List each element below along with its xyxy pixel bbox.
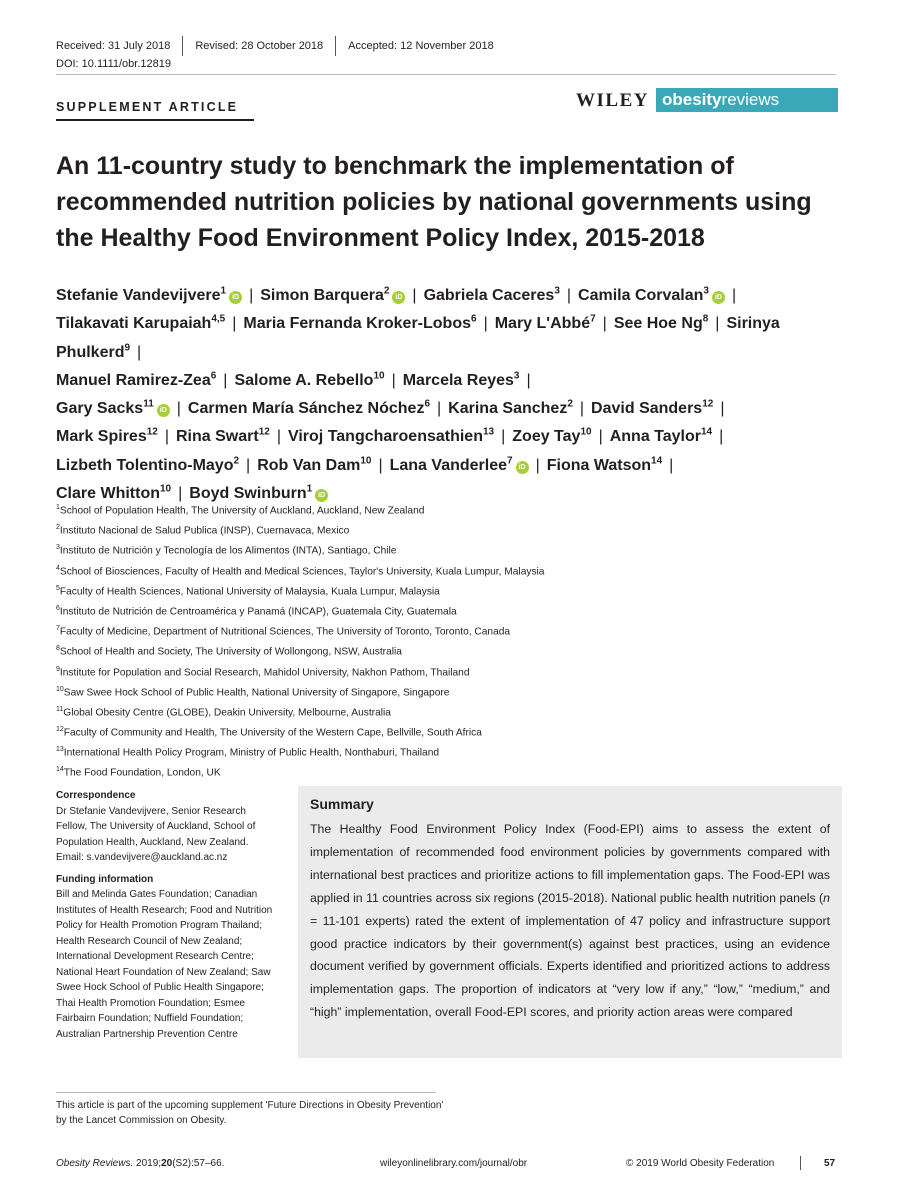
author-separator: |: [719, 428, 724, 446]
affiliation-text: Faculty of Community and Health, The University of the Western Cape, Bellville, South Africa: [63, 727, 482, 739]
author-line: [56, 367, 846, 395]
author-name: Gabriela Caceres: [423, 287, 555, 304]
affiliation-number: 9: [56, 665, 60, 673]
author-separator: |: [602, 315, 607, 333]
affiliation-text: The Food Foundation, London, UK: [63, 767, 221, 779]
affiliation-ref: 4,5: [211, 313, 226, 325]
affiliation-number: 10: [56, 685, 64, 693]
orcid-icon[interactable]: iD: [392, 291, 405, 304]
author-separator: |: [176, 400, 181, 418]
author-name: Lana Vanderlee: [389, 456, 507, 474]
affiliation-text: School of Biosciences, Faculty of Health and Medical Sciences, Taylor's University, Kuala Lumpur, Malaysia: [59, 565, 545, 577]
received-date: Received: 31 July 2018: [56, 40, 171, 52]
author-separator: |: [378, 456, 383, 474]
author-name: Tilakavati Karupaiah: [56, 315, 212, 333]
author-separator: |: [391, 371, 396, 389]
author-name: Sirinya Phulkerd: [56, 315, 780, 361]
author: [614, 315, 708, 332]
affiliation-ref: 2: [233, 455, 240, 467]
journal-logo-bold: obesity: [662, 90, 722, 109]
affiliation: [56, 500, 836, 520]
journal-name: Obesity Reviews.: [56, 1158, 134, 1169]
orcid-icon[interactable]: iD: [712, 291, 725, 304]
correspondence-text: Dr Stefanie Vandevijvere, Senior Research Fellow, The University of Auckland, School of Population Health, Auckland, New Zealand. Email: s.vandevijvere@auckland.ac.nz: [56, 805, 256, 863]
author-separator: |: [731, 287, 737, 304]
summary-box: [298, 786, 842, 1058]
author: [56, 400, 170, 417]
author: [243, 315, 476, 332]
author-name: Salome A. Rebello: [234, 371, 374, 389]
author-name: David Sanders: [591, 400, 703, 418]
author-name: Lizbeth Tolentino-Mayo: [56, 456, 234, 474]
affiliation-ref: 2: [567, 398, 573, 410]
author-name: Anna Taylor: [609, 428, 701, 446]
affiliation: [56, 641, 836, 661]
affiliation: [56, 662, 836, 682]
accepted-date: Accepted: 12 November 2018: [348, 40, 494, 52]
author: [591, 400, 713, 417]
affiliation-ref: 3: [703, 285, 709, 297]
affiliation-text: Instituto de Nutrición y Tecnología de los Alimentos (INTA), Santiago, Chile: [59, 545, 397, 557]
author-name: Karina Sanchez: [448, 400, 568, 418]
summary-text-part1: The Healthy Food Environment Policy Index (Food-EPI) aims to assess the extent of implementation of recommended food environment policies by governments compared with international best practices and prioritize actions to fill implementation gaps. The Food-EPI was applied in 11 countries across six regions (2015-2018). National public health nutrition panels (: [310, 822, 830, 905]
author: [403, 372, 520, 389]
funding-text: Bill and Melinda Gates Foundation; Canadian Institutes of Health Research; Food and Nutrition Policy for Health Promotion Program Thailand; Health Research Council of New Zealand; International Development Research Centre; National Heart Foundation of New Zealand; Saw Swee Hock School of Public Health Singapore; Thai Health Promotion Foundation; Esmee Fairbairn Foundation; Nuffield Foundation; Australian Partnership Prevention Centre: [56, 889, 273, 1040]
affiliation-number: 4: [56, 564, 60, 572]
affiliation-ref: 14: [651, 455, 663, 467]
affiliation-text: Institute for Population and Social Research, Mahidol University, Nakhon Pathom, Thailand: [59, 666, 470, 678]
author-name: Manuel Ramirez-Zea: [56, 371, 211, 389]
affiliation-ref: 6: [210, 370, 217, 382]
author-separator: |: [249, 287, 254, 304]
author-separator: |: [566, 287, 572, 304]
author-name: Maria Fernanda Kroker-Lobos: [243, 315, 471, 333]
affiliation: [56, 581, 836, 601]
affiliation-ref: 9: [124, 342, 131, 354]
citation-pages: (S2):57–66.: [172, 1158, 225, 1169]
author: [390, 457, 529, 474]
author: [610, 428, 712, 445]
author-name: Fiona Watson: [546, 456, 652, 474]
affiliation: [56, 742, 836, 762]
author: [257, 457, 371, 474]
footnote: This article is part of the upcoming supplement 'Future Directions in Obesity Prevention' by the Lancet Commission on Obesity.: [56, 1100, 444, 1126]
author-name: Viroj Tangcharoensathien: [287, 428, 483, 446]
author-separator: |: [164, 428, 169, 446]
affiliation: [56, 722, 836, 742]
funding-heading: Funding information: [56, 873, 154, 885]
affiliation-ref: 2: [383, 285, 390, 297]
author-name: Camila Corvalan: [578, 287, 704, 304]
affiliation-ref: 10: [373, 370, 385, 382]
affiliation-ref: 1: [306, 483, 313, 495]
author-line: [56, 452, 846, 480]
affiliation-ref: 3: [554, 285, 560, 297]
affiliation-ref: 3: [513, 370, 520, 382]
journal-logo-rest: reviews: [721, 90, 780, 109]
affiliation-ref: 12: [702, 398, 714, 410]
revised-date: Revised: 28 October 2018: [195, 40, 324, 52]
citation-year: 2019;: [133, 1158, 162, 1169]
affiliation: [56, 762, 836, 782]
author: [260, 287, 405, 304]
author-name: Mark Spires: [56, 428, 147, 446]
summary-text: [310, 818, 830, 1024]
divider: [335, 36, 336, 56]
affiliation-ref: 8: [702, 313, 709, 325]
affiliation-number: 8: [56, 645, 60, 653]
affiliation-number: 2: [56, 524, 60, 532]
author-separator: |: [232, 315, 237, 333]
affiliation-number: 1: [56, 504, 60, 511]
affiliation-number: 6: [56, 604, 60, 612]
journal-logo: [656, 88, 838, 112]
orcid-icon[interactable]: iD: [516, 461, 529, 474]
author: [578, 287, 725, 304]
affiliation-ref: 12: [146, 427, 158, 439]
author-name: Rina Swart: [176, 428, 259, 446]
author: [56, 428, 158, 445]
affiliation-ref: 6: [424, 398, 431, 410]
affiliation-text: Global Obesity Centre (GLOBE), Deakin University, Melbourne, Australia: [63, 707, 391, 719]
page-number: 57: [824, 1158, 836, 1169]
author-name: Rob Van Dam: [257, 456, 361, 474]
n-symbol: n: [823, 890, 830, 905]
affiliation-ref: 11: [143, 398, 154, 410]
affiliation-ref: 7: [507, 455, 513, 467]
author-line: [56, 282, 846, 310]
affiliation-text: Saw Swee Hock School of Public Health, National University of Singapore, Singapore: [63, 687, 450, 699]
author-name: Mary L'Abbé: [494, 315, 591, 333]
author-list: [56, 282, 846, 508]
citation: [56, 1158, 224, 1169]
article-title: An 11-country study to benchmark the implementation of recommended nutrition policies by national governments using the Healthy Food Environment Policy Index, 2015-2018: [56, 152, 812, 252]
author: [56, 315, 225, 332]
affiliation-ref: 14: [701, 427, 713, 439]
author: [288, 428, 494, 445]
author-separator: |: [437, 400, 442, 418]
affiliation-ref: 1: [220, 285, 227, 297]
author-separator: |: [579, 400, 585, 418]
affiliation-ref: 7: [590, 313, 596, 325]
affiliation-number: 3: [56, 544, 60, 552]
author-separator: |: [178, 485, 183, 503]
affiliation-number: 5: [56, 584, 60, 592]
divider: [800, 1156, 801, 1170]
affiliation-ref: 6: [471, 313, 477, 325]
footnote-rule: [56, 1092, 436, 1093]
author-separator: |: [715, 315, 720, 333]
author-separator: |: [501, 428, 506, 446]
affiliation-ref: 10: [580, 427, 592, 439]
affiliations: [56, 500, 836, 783]
affiliation: [56, 621, 836, 641]
affiliation-number: 7: [56, 625, 60, 633]
author-separator: |: [526, 371, 531, 389]
author: [547, 457, 662, 474]
author: [56, 287, 242, 304]
author-name: Clare Whitton: [56, 485, 160, 503]
affiliation-text: School of Population Health, The University of Auckland, Auckland, New Zealand: [59, 505, 425, 517]
doi[interactable]: DOI: 10.1111/obr.12819: [56, 58, 171, 70]
affiliation-ref: 10: [360, 455, 372, 467]
author: [495, 315, 596, 332]
affiliation-number: 14: [56, 766, 64, 774]
affiliation-ref: 13: [482, 427, 495, 439]
affiliation-text: School of Health and Society, The University of Wollongong, NSW, Australia: [59, 646, 402, 658]
summary-text-part2: = 11-101 experts) rated the extent of implementation of 47 policy and infrastructure support good practice indicators by their government(s) against best practices, using an evidence document verified by government officials. Experts identified and prioritized actions to address implementation gaps. The proportion of indicators at “very low if any,” “low,” “medium,” and “high” implementation, overall Food-EPI scores, and priority action areas were compared: [310, 913, 830, 1020]
author: [234, 372, 384, 389]
author: [56, 457, 239, 474]
author-separator: |: [137, 343, 142, 361]
summary-heading: Summary: [310, 796, 374, 812]
author: [448, 400, 573, 417]
author: [424, 287, 560, 304]
affiliation-number: 11: [56, 705, 64, 713]
history-dates: [56, 36, 494, 56]
article-info-column: [56, 788, 278, 1048]
author-name: Zoey Tay: [512, 428, 581, 446]
affiliation-text: Faculty of Health Sciences, National University of Malaysia, Kuala Lumpur, Malaysia: [59, 586, 440, 598]
affiliation: [56, 601, 836, 621]
affiliation-text: Instituto de Nutrición de Centroamérica y Panamá (INCAP), Guatemala City, Guatemala: [59, 606, 457, 618]
author: [512, 428, 591, 445]
author-separator: |: [276, 428, 281, 446]
divider: [182, 36, 183, 56]
affiliation-text: Faculty of Medicine, Department of Nutritional Sciences, The University of Toronto, Toronto, Canada: [59, 626, 511, 638]
author-name: Boyd Swinburn: [189, 485, 307, 503]
author-line: [56, 423, 846, 451]
affiliation-ref: 12: [258, 427, 270, 439]
author-separator: |: [720, 400, 725, 418]
citation-volume: 20: [161, 1158, 173, 1169]
affiliation: [56, 561, 836, 581]
author-separator: |: [669, 456, 674, 474]
affiliation-number: 12: [56, 726, 64, 734]
copyright: © 2019 World Obesity Federation: [626, 1158, 775, 1169]
header-rule: [56, 74, 836, 75]
orcid-icon[interactable]: iD: [229, 291, 242, 304]
author-name: Simon Barquera: [260, 287, 384, 304]
affiliation-text: International Health Policy Program, Ministry of Public Health, Nonthaburi, Thailand: [63, 747, 440, 759]
author-name: Stefanie Vandevijvere: [56, 287, 221, 304]
affiliation: [56, 520, 836, 540]
author-name: See Hoe Ng: [613, 315, 703, 333]
affiliation-number: 13: [56, 746, 64, 754]
correspondence-heading: Correspondence: [56, 790, 136, 801]
author: [188, 400, 430, 417]
affiliation-text: Instituto Nacional de Salud Publica (INSP), Cuernavaca, Mexico: [59, 525, 350, 537]
author-line: [56, 395, 846, 423]
author-separator: |: [483, 315, 488, 333]
section-label-underline: [56, 119, 254, 121]
author-name: Carmen María Sánchez Nóchez: [187, 400, 425, 418]
section-label: SUPPLEMENT ARTICLE: [56, 100, 239, 114]
publisher-logo: WILEY: [576, 90, 649, 111]
affiliation: [56, 682, 836, 702]
author-separator: |: [246, 456, 251, 474]
author: [176, 428, 270, 445]
author-separator: |: [223, 371, 228, 389]
affiliation: [56, 540, 836, 560]
author-name: Marcela Reyes: [402, 371, 514, 389]
orcid-icon[interactable]: iD: [157, 404, 170, 417]
author-separator: |: [535, 456, 540, 474]
author-separator: |: [412, 287, 417, 304]
author-line: [56, 310, 846, 367]
author-name: Gary Sacks: [56, 400, 144, 418]
orcid-icon[interactable]: iD: [315, 489, 328, 502]
journal-url[interactable]: wileyonlinelibrary.com/journal/obr: [380, 1158, 528, 1169]
affiliation-ref: 10: [160, 483, 172, 495]
author: [56, 372, 216, 389]
affiliation: [56, 702, 836, 722]
author-separator: |: [598, 428, 603, 446]
